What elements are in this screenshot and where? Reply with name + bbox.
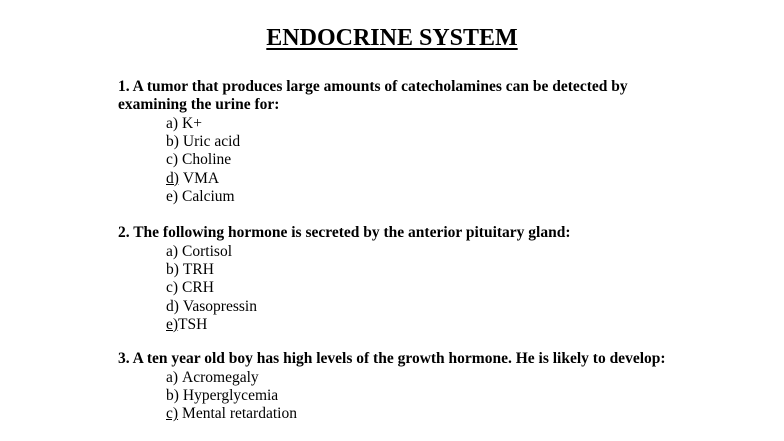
answer-options: [118, 369, 678, 424]
option-text: Hyperglycemia: [182, 387, 279, 405]
page-title: ENDOCRINE SYSTEM: [266, 25, 518, 51]
answer-option: [166, 279, 678, 297]
answer-option: [166, 115, 678, 133]
option-letter-marked: e): [166, 315, 179, 333]
option-letter: d): [166, 297, 179, 315]
option-text: VMA: [182, 169, 220, 187]
answer-options: [118, 243, 678, 334]
answer-option: [166, 243, 678, 261]
option-letter: e): [166, 187, 179, 205]
option-letter: c): [166, 279, 179, 297]
question-1: [118, 78, 678, 206]
option-letter: a): [166, 243, 179, 260]
answer-option: [166, 369, 678, 387]
option-text: Acromegaly: [182, 369, 259, 386]
question-stem: 1. A tumor that produces large amounts of catecholamines can be detected by examining the urine for:: [118, 78, 628, 113]
answer-option: [166, 387, 678, 405]
option-text: Choline: [182, 151, 232, 169]
option-letter: b): [166, 133, 179, 151]
question-3: [118, 350, 678, 424]
answer-option: [166, 261, 678, 279]
option-text: Cortisol: [182, 243, 232, 260]
question-2: [118, 224, 678, 334]
option-text: CRH: [182, 279, 214, 297]
option-text: TSH: [178, 315, 208, 333]
option-letter: a): [166, 369, 179, 386]
option-letter: a): [166, 115, 179, 132]
answer-option-correct: [166, 316, 678, 334]
answer-option: [166, 151, 678, 169]
option-text: TRH: [182, 261, 214, 279]
answer-option: [166, 188, 678, 206]
answer-option-correct: [166, 405, 678, 423]
option-letter: c): [166, 151, 179, 169]
option-text: Uric acid: [182, 133, 241, 151]
option-letter: b): [166, 387, 179, 405]
answer-options: [118, 115, 678, 206]
option-text: Mental retardation: [182, 405, 297, 423]
option-text: K+: [182, 115, 202, 132]
option-text: Vasopressin: [182, 297, 257, 315]
question-stem: 2. The following hormone is secreted by the anterior pituitary gland:: [118, 224, 571, 241]
question-stem: 3. A ten year old boy has high levels of the growth hormone. He is likely to develop:: [118, 350, 666, 367]
option-letter-marked: d): [166, 169, 179, 187]
option-letter: b): [166, 261, 179, 279]
option-text: Calcium: [182, 187, 235, 205]
answer-option: [166, 133, 678, 151]
option-letter-marked: c): [166, 405, 179, 423]
answer-option-correct: [166, 170, 678, 188]
answer-option: [166, 298, 678, 316]
